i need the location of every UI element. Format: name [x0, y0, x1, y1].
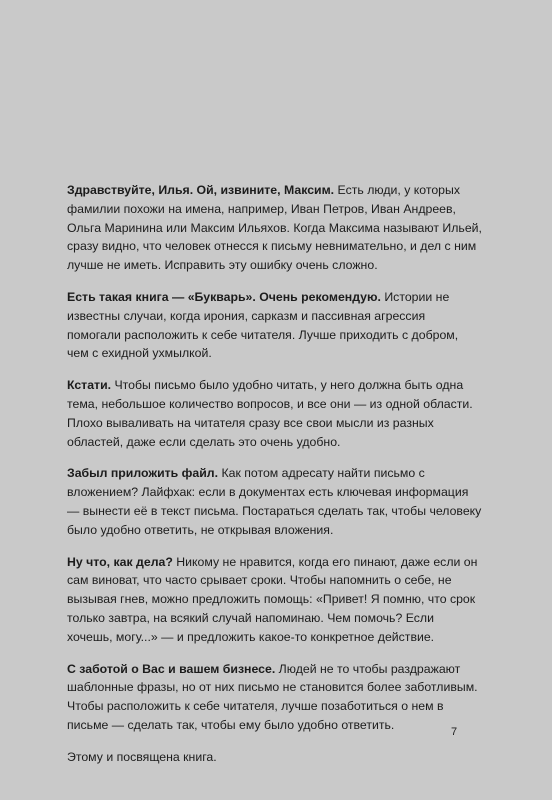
- paragraph-lead: С заботой о Вас и вашем бизнесе.: [67, 661, 276, 676]
- paragraph: [67, 553, 482, 647]
- paragraph-text: Как потом адресату найти письмо с вложением? Лайфхак: если в документах есть ключевая информация — вынести её в текст письма. Постараться сделать так, чтобы человеку было удобно ответить, не открывая вложения.: [67, 466, 482, 537]
- closing-paragraph: [67, 748, 482, 767]
- paragraph-lead: Ну что, как дела?: [67, 554, 173, 569]
- paragraph: [67, 464, 482, 539]
- paragraph: [67, 181, 482, 275]
- paragraph-text: Есть люди, у которых фамилии похожи на имена, например, Иван Петров, Иван Андреев, Ольга Маринина или Максим Ильяхов. Когда Максима называют Ильей, сразу видно, что человек отнесся к письму невнимательно, и дел с ним лучше не иметь. Исправить эту ошибку очень сложно.: [67, 183, 482, 273]
- paragraph-text: Никому не нравится, когда его пинают, даже если он сам виноват, что часто срывает сроки. Чтобы напомнить о себе, не вызывая гнев, можно предложить помощь: «Привет! Я помню, что срок только завтра, на всякий случай напоминаю. Чем помочь? Если хочешь, могу...» — и предложить какое-то конкретное действие.: [67, 554, 478, 644]
- paragraph-lead: Забыл приложить файл.: [67, 466, 219, 481]
- paragraph: [67, 288, 482, 363]
- paragraph: [67, 660, 482, 735]
- paragraph-lead: Есть такая книга — «Букварь». Очень рекомендую.: [67, 289, 381, 304]
- paragraph-text: Истории не известны случаи, когда ирония, сарказм и пассивная агрессия помогали расположить к себе читателя. Лучше приходить с добром, чем с ехидной ухмылкой.: [67, 289, 459, 361]
- paragraph: [67, 376, 482, 451]
- page-body: [67, 181, 482, 767]
- paragraph-lead: Здравствуйте, Илья. Ой, извините, Максим.: [67, 183, 335, 197]
- paragraph-text: Людей не то чтобы раздражают шаблонные фразы, но от них письмо не становится более заботливым. Чтобы расположить к себе читателя, лучше позаботиться о нем в письме — сделать так, чтобы ему было удобно ответить.: [67, 661, 478, 732]
- paragraph-text: Этому и посвящена книга.: [67, 749, 217, 764]
- paragraph-lead: Кстати.: [67, 378, 112, 393]
- page-number: 7: [451, 726, 458, 738]
- paragraph-text: Чтобы письмо было удобно читать, у него должна быть одна тема, небольшое количество вопросов, и все они — из одной области. Плохо вываливать на читателя сразу все свои мысли из разных областей, даже если сделать это очень удобно.: [67, 378, 473, 449]
